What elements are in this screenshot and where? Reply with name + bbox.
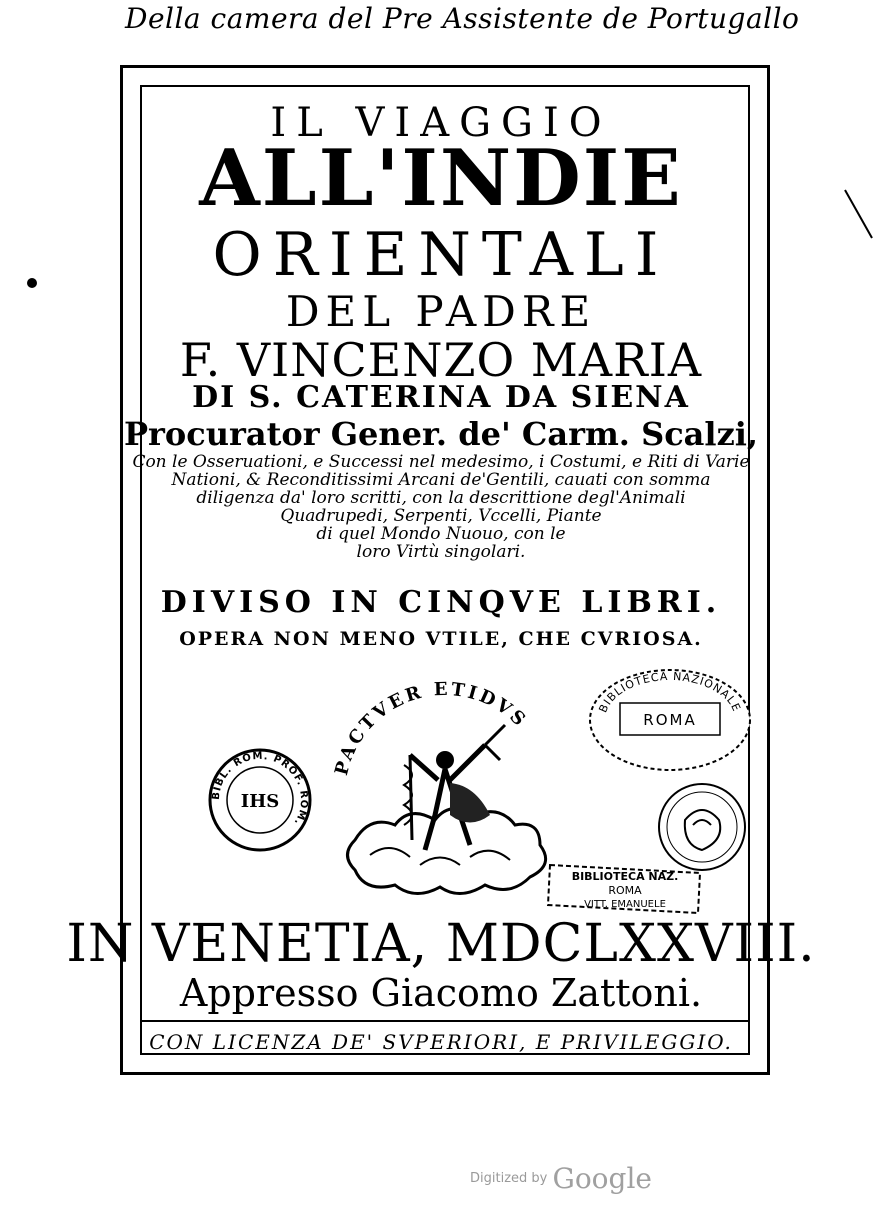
digitization-watermark [470, 1162, 670, 1195]
license-line: CON LICENZA DE' SVPERIORI, E PRIVILEGGIO. [149, 1030, 733, 1054]
stamp-rb-line-2: ROMA [608, 884, 642, 897]
stamp-right-top-ring-text: BIBLIOTECA NAZIONALE [596, 669, 744, 715]
author-order: DI S. CATERINA DA SIENA [192, 380, 690, 415]
subtitle-line: OPERA NON MENO VTILE, CHE CVRIOSA. [179, 628, 703, 650]
description-line-5: di quel Mondo Nuouo, con le [316, 524, 566, 544]
imprint-publisher: Appresso Giacomo Zattoni. [179, 971, 703, 1015]
stamp-rb-line-3: VITT. EMANUELE [584, 899, 666, 910]
author-office: Procurator Gener. de' Carm. Scalzi, [123, 415, 759, 453]
description-line-2: Nationi, & Reconditissimi Arcani de'Gentili, cauati con somma [171, 470, 711, 490]
handwritten-ownership-note: Della camera del Pre Assistente de Portugallo [125, 2, 800, 35]
title-line-2: ALL'INDIE [199, 133, 683, 224]
description-line-6: loro Virtù singolari. [356, 542, 526, 562]
figure-drapery [450, 783, 490, 823]
title-line-3: ORIENTALI [212, 220, 670, 290]
imprint-place-date: IN VENETIA, MDCLXXVIII. [66, 914, 816, 974]
stamp-left-center: IHS [240, 791, 280, 812]
figure-head [436, 751, 454, 769]
stamp-left-ring-text: BIBL. ROM. PROF. ROM. [210, 750, 310, 828]
description-line-4: Quadrupedi, Serpenti, Vccelli, Piante [280, 506, 602, 526]
license-rule [140, 1020, 750, 1022]
description-line-1: Con le Osseruationi, e Successi nel medesimo, i Costumi, e Riti di Varie [132, 452, 750, 472]
library-stamp-right-bottom [540, 855, 710, 920]
library-stamp-left [205, 745, 315, 855]
description-line-3: diligenza da' loro scritti, con la descrittione degl'Animali [196, 488, 686, 508]
author-name: F. VINCENZO MARIA [179, 333, 703, 387]
stamp-right-top-center: ROMA [643, 711, 697, 729]
title-line-4: DEL PADRE [285, 287, 597, 336]
device-motto: PACTVER ETIDVS [331, 678, 532, 778]
division-line: DIVISO IN CINQVE LIBRI. [160, 585, 722, 620]
watermark-prefix: Digitized by [470, 1171, 548, 1186]
library-stamp-right-top [585, 665, 755, 775]
google-logo: Google [552, 1162, 652, 1195]
stamp-rb-line-1: BIBLIOTECA NAZ. [571, 870, 679, 883]
title-line-1: IL VIAGGIO [270, 100, 612, 146]
